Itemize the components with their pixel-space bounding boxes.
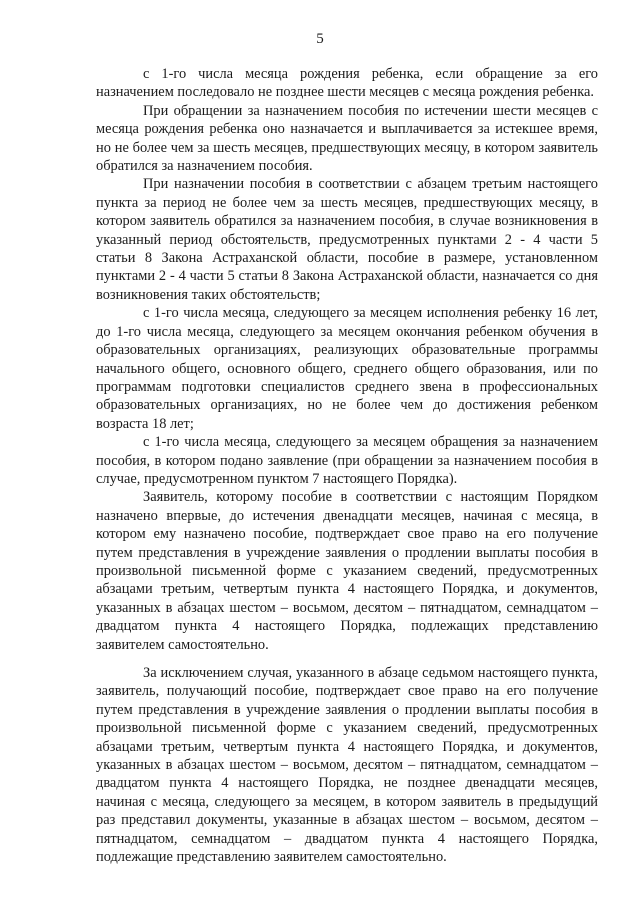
paragraph-6: Заявитель, которому пособие в соответствии с настоящим Порядком назначено впервые, до истечения двенадцати месяцев, начиная с месяца, в котором ему назначено пособие, подтверждает свое право на его получение путем представления в учреждение заявления о продлении выплаты пособия в произвольной письменной форме с указанием сведений, предусмотренных абзацами третьим, четвертым пункта 4 настоящего Порядка, и документов, указанных в абзацах шестом – восьмом, десятом – пятнадцатом, семнадцатом – двадцатом пункта 4 настоящего Порядка, подлежащих представлению заявителем самостоятельно.: [96, 489, 598, 653]
paragraph-7: За исключением случая, указанного в абзаце седьмом настоящего пункта, заявитель, получающий пособие, подтверждает свое право на его получение путем представления в учреждение заявления о продлении выплаты пособия в произвольной письменной форме с указанием сведений, предусмотренных абзацами третьим, четвертым пункта 4 настоящего Порядка, и документов, указанных в абзацах шестом – восьмом, десятом – пятнадцатом, семнадцатом – двадцатом пункта 4 настоящего Порядка, не позднее двенадцати месяцев, начиная с месяца, следующего за месяцем, в котором заявитель в предыдущий раз представил документы, указанные в абзацах шестом – восьмом, десятом – пятнадцатом, семнадцатом – двадцатом пункта 4 настоящего Порядка, подлежащие представлению заявителем самостоятельно.: [96, 665, 598, 866]
paragraph-4: с 1-го числа месяца, следующего за месяцем исполнения ребенку 16 лет, до 1-го числа месяца, следующего за месяцем окончания ребенком обучения в образовательных организациях, реализующих образовательные программы начального общего, основного общего, среднего общего образования, или по программам подготовки специалистов среднего звена в профессиональных образовательных организациях, но не более чем до достижения ребенком возраста 18 лет;: [96, 305, 598, 432]
page-number: 5: [316, 31, 324, 47]
paragraph-1: с 1-го числа месяца рождения ребенка, если обращение за его назначением последовало не позднее шести месяцев с месяца рождения ребенка.: [96, 66, 598, 101]
paragraph-3: При назначении пособия в соответствии с абзацем третьим настоящего пункта за период не более чем за шесть месяцев, предшествующих месяцу, в котором заявитель обратился за назначением пособия, в случае возникновения в указанный период обстоятельств, предусмотренных пунктами 2 - 4 части 5 статьи 8 Закона Астраханской области, пособие в размере, установленном пунктами 2 - 4 части 5 статьи 8 Закона Астраханской области, назначается со дня возникновения таких обстоятельств;: [96, 176, 598, 303]
document-body: [96, 65, 598, 866]
paragraph-2: При обращении за назначением пособия по истечении шести месяцев с месяца рождения ребенка оно назначается и выплачивается за истекшее время, но не более чем за шесть месяцев, предшествующих месяцу, в котором заявитель обратился за назначением пособия.: [96, 102, 598, 175]
paragraph-5: с 1-го числа месяца, следующего за месяцем обращения за назначением пособия, в котором подано заявление (при обращении за назначением пособия в случае, предусмотренном пунктом 7 настоящего Порядка).: [96, 434, 598, 487]
